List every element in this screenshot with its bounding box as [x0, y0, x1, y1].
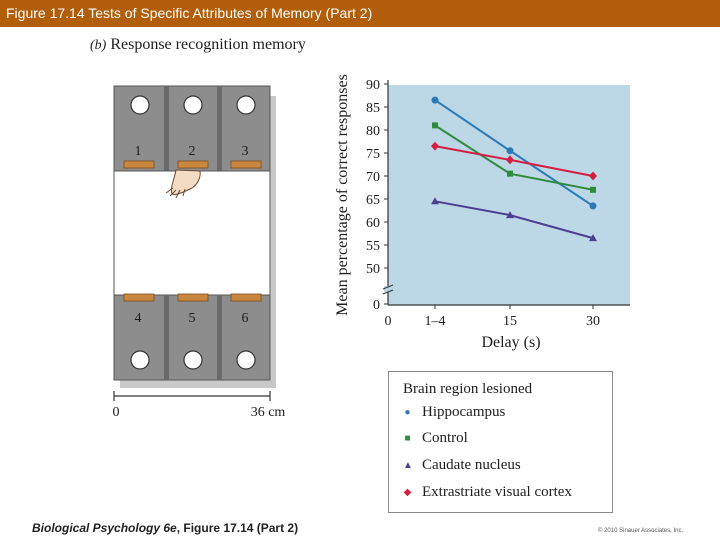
copyright-notice: © 2010 Sinauer Associates, Inc. [598, 528, 684, 534]
x-tick-label: 0 [384, 314, 392, 329]
data-point-control [590, 187, 596, 193]
panel-label: (b) [90, 38, 107, 53]
square-marker-icon: ■ [404, 433, 411, 445]
y-tick-label: 90 [366, 78, 380, 93]
y-tick-label: 0 [373, 298, 380, 313]
line-chart [325, 60, 635, 360]
data-point-hippocampus [590, 202, 597, 209]
arm-number: 2 [188, 144, 196, 159]
y-axis-label: Mean percentage of correct responses [334, 74, 351, 316]
arm-divider [217, 295, 222, 380]
arm-door [178, 161, 208, 168]
central-chamber [114, 171, 270, 295]
arm-door [231, 294, 261, 301]
scale-end-label: 36 cm [250, 405, 286, 420]
footer-citation [32, 521, 298, 535]
x-axis-ticks [385, 305, 601, 329]
arm-number: 5 [188, 311, 196, 326]
y-tick-label: 85 [366, 101, 380, 116]
arm-number: 4 [134, 311, 142, 326]
food-well [237, 96, 255, 114]
arm-number: 6 [241, 311, 249, 326]
legend-item-caudate [403, 457, 521, 474]
figure-title: Figure 17.14 Tests of Specific Attributes of Memory (Part 2) [6, 5, 373, 21]
data-point-control [432, 122, 438, 128]
data-point-hippocampus [432, 97, 439, 104]
arm-number: 1 [134, 144, 142, 159]
y-tick-label: 50 [366, 262, 380, 277]
arm-divider [164, 86, 169, 171]
triangle-marker-icon: ▲ [403, 460, 413, 472]
y-tick-label: 60 [366, 216, 380, 231]
diamond-marker-icon: ◆ [403, 487, 412, 499]
legend-item-extrastriate [403, 484, 572, 501]
arm-door [231, 161, 261, 168]
legend [388, 371, 613, 513]
food-well [184, 96, 202, 114]
data-point-hippocampus [507, 147, 514, 154]
food-well [184, 351, 202, 369]
arm-door [178, 294, 208, 301]
circle-marker-icon: ● [404, 407, 411, 419]
x-tick-label: 30 [586, 314, 600, 329]
x-tick-label: 15 [503, 314, 517, 329]
scale-start-label: 0 [112, 405, 120, 420]
header-bar [0, 0, 720, 27]
food-well [237, 351, 255, 369]
legend-label: Extrastriate visual cortex [422, 484, 572, 500]
x-axis-label: Delay (s) [481, 334, 541, 351]
legend-item-control [403, 430, 468, 447]
food-well [131, 351, 149, 369]
legend-label: Caudate nucleus [422, 457, 521, 473]
arm-divider [217, 86, 222, 171]
maze-illustration [100, 78, 300, 428]
y-tick-label: 55 [366, 239, 380, 254]
y-tick-label: 70 [366, 170, 380, 185]
x-tick-label: 1–4 [424, 314, 446, 329]
y-tick-label: 75 [366, 147, 380, 162]
panel-heading [90, 36, 306, 54]
y-axis-ticks [366, 78, 388, 313]
food-well [131, 96, 149, 114]
arm-divider [164, 295, 169, 380]
arm-door [124, 161, 154, 168]
panel-title: Response recognition memory [110, 36, 306, 53]
book-title: Biological Psychology 6e [32, 521, 177, 535]
legend-item-hippocampus [403, 404, 505, 421]
y-tick-label: 80 [366, 124, 380, 139]
legend-label: Control [422, 430, 468, 446]
plot-background [388, 85, 630, 305]
arm-door [124, 294, 154, 301]
legend-title: Brain region lesioned [403, 381, 533, 397]
y-tick-label: 65 [366, 193, 380, 208]
legend-label: Hippocampus [422, 404, 506, 420]
arm-number: 3 [241, 144, 249, 159]
data-point-control [507, 171, 513, 177]
figure-ref: , Figure 17.14 (Part 2) [176, 521, 299, 535]
